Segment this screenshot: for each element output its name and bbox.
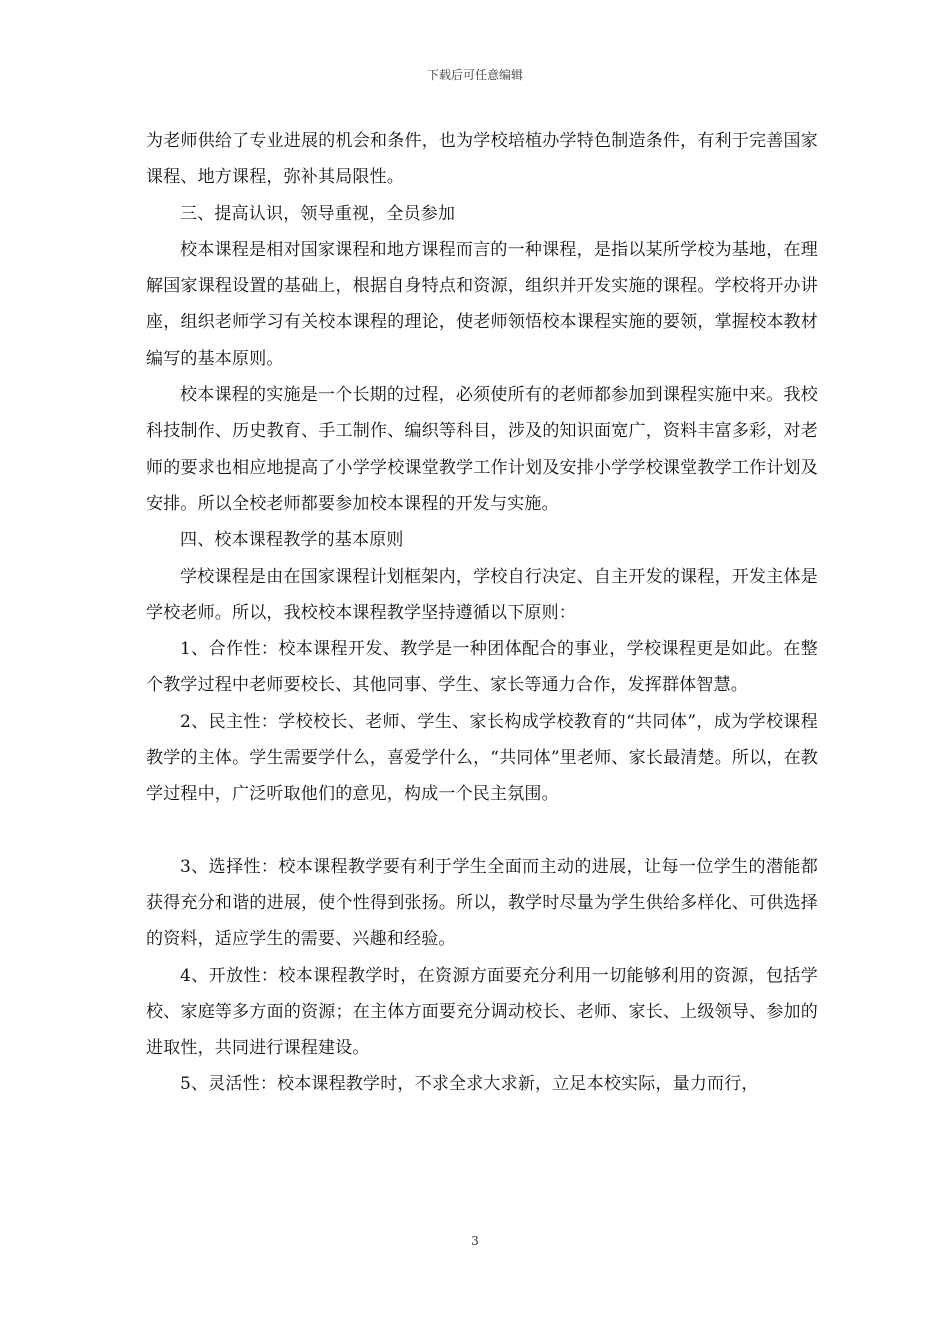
page-number: 3 bbox=[471, 1234, 479, 1248]
paragraph-2: 校本课程是相对国家课程和地方课程而言的一种课程，是指以某所学校为基地，在理解国家课程设置的基础上，根据自身特点和资源，组织并开发实施的课程。学校将开办讲座，组织老师学习有关校本课程的理论，使老师领悟校本课程实施的要领，掌握校本教材编写的基本原则。 bbox=[146, 239, 818, 369]
document-body bbox=[146, 123, 818, 1103]
principle-5: 5、灵活性：校本课程教学时，不求全求大求新，立足本校实际，量力而行， bbox=[180, 1074, 759, 1095]
principle-2: 2、民主性：学校校长、老师、学生、家长构成学校教育的“共同体”，成为学校课程教学的主体。学生需要学什么，喜爱学什么，“共同体”里老师、家长最清楚。所以，在教学过程中，广泛听取他们的意见，构成一个民主氛围。 bbox=[146, 711, 818, 805]
principle-4: 4、开放性：校本课程教学时，在资源方面要充分利用一切能够利用的资源，包括学校、家庭等多方面的资源；在主体方面要充分调动校长、老师、家长、上级领导、参加的进取性，共同进行课程建设。 bbox=[146, 965, 818, 1059]
page-header: 下载后可任意编辑 bbox=[426, 68, 523, 82]
paragraph-3: 校本课程的实施是一个长期的过程，必须使所有的老师都参加到课程实施中来。我校科技制作、历史教育、手工制作、编织等科目，涉及的知识面宽广，资料丰富多彩，对老师的要求也相应地提高了小学学校课堂教学工作计划及安排小学学校课堂教学工作计划及安排。所以全校老师都要参加校本课程的开发与实施。 bbox=[146, 385, 818, 514]
principle-3: 3、选择性：校本课程教学要有利于学生全面而主动的进展，让每一位学生的潜能都获得充分和谐的进展，使个性得到张扬。所以，教学时尽量为学生供给多样化、可供选择的资料，适应学生的需要、兴趣和经验。 bbox=[146, 856, 818, 950]
paragraph-4: 学校课程是由在国家课程计划框架内，学校自行决定、自主开发的课程，开发主体是学校老师。所以，我校校本课程教学坚持遵循以下原则： bbox=[146, 566, 818, 623]
section-heading-4: 四、校本课程教学的基本原则 bbox=[180, 530, 404, 551]
blank-line bbox=[146, 813, 818, 849]
paragraph-1: 为老师供给了专业进展的机会和条件，也为学校培植办学特色制造条件，有利于完善国家课程、地方课程，弥补其局限性。 bbox=[146, 131, 818, 188]
section-heading-3: 三、提高认识，领导重视，全员参加 bbox=[180, 203, 456, 224]
principle-1: 1、合作性：校本课程开发、教学是一种团体配合的事业，学校课程更是如此。在整个教学过程中老师要校长、其他同事、学生、家长等通力合作，发挥群体智慧。 bbox=[146, 639, 818, 696]
